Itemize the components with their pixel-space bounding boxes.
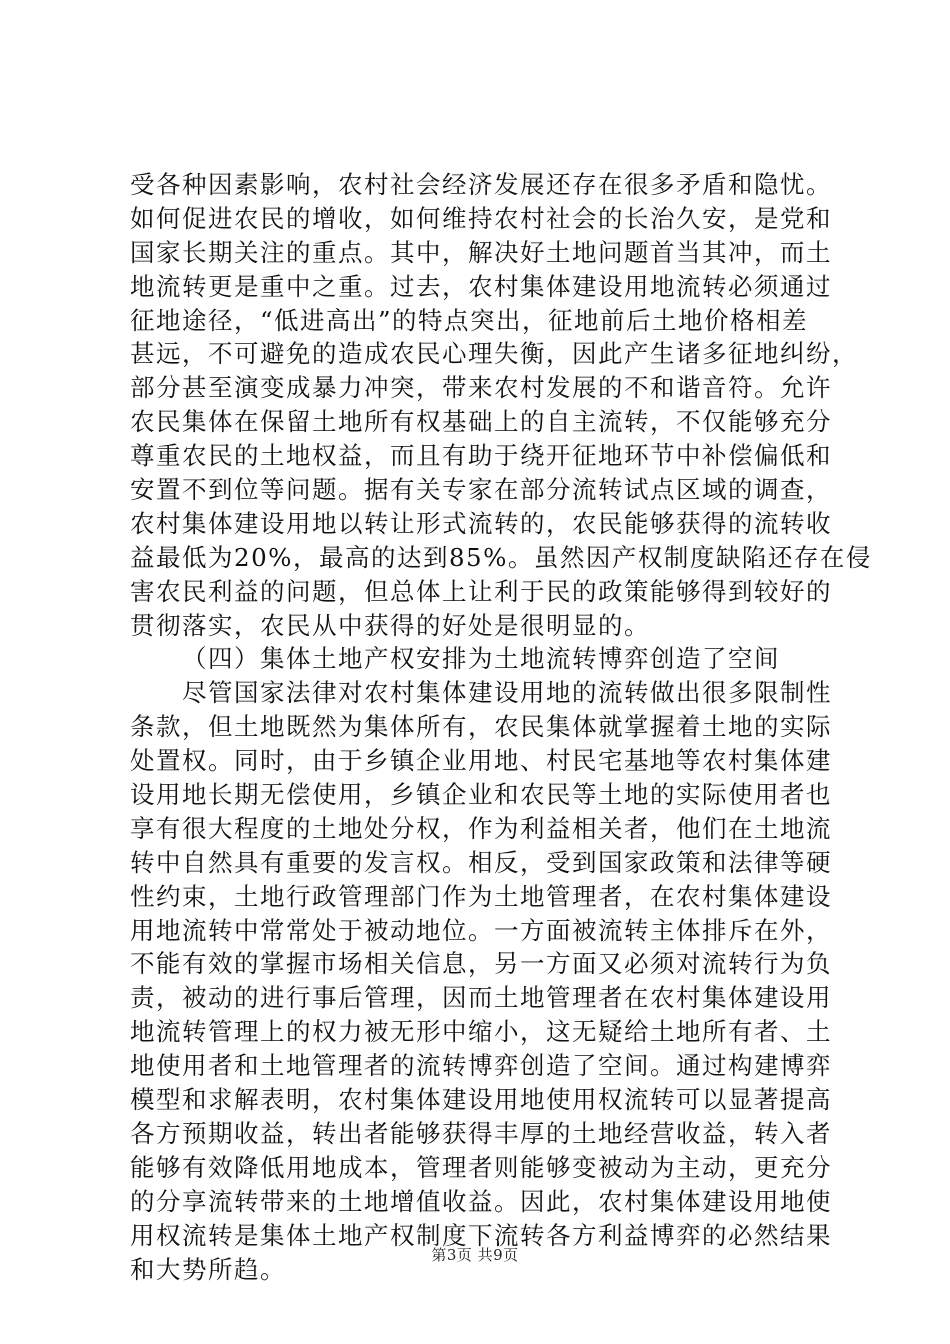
paragraph-line: 设用地长期无偿使用，乡镇企业和农民等土地的实际使用者也 [130, 780, 832, 810]
paragraph-line: 甚远，不可避免的造成农民心理失衡，因此产生诸多征地纠纷， [130, 339, 858, 369]
paragraph-line: 征地途径，“低进高出”的特点突出，征地前后土地价格相差 [130, 305, 809, 335]
paragraph-line: 农民集体在保留土地所有权基础上的自主流转，不仅能够充分 [130, 407, 832, 437]
paragraph-line: 部分甚至演变成暴力冲突，带来农村发展的不和谐音符。允许 [130, 373, 832, 403]
paragraph-line: 能够有效降低用地成本，管理者则能够变被动为主动，更充分 [130, 1152, 832, 1182]
paragraph-line: 条款，但土地既然为集体所有，农民集体就掌握着土地的实际 [130, 712, 832, 742]
paragraph-line: 受各种因素影响，农村社会经济发展还存在很多矛盾和隐忧。 [130, 170, 832, 199]
paragraph-line: 处置权。同时，由于乡镇企业用地、村民宅基地等农村集体建 [130, 746, 832, 776]
paragraph-line: 各方预期收益，转出者能够获得丰厚的土地经营收益，转入者 [130, 1118, 832, 1148]
page-footer [0, 1244, 950, 1265]
paragraph-line: 尽管国家法律对农村集体建设用地的流转做出很多限制性 [182, 678, 832, 708]
document-body [130, 168, 872, 1286]
paragraph-line: 享有很大程度的土地处分权，作为利益相关者，他们在土地流 [130, 813, 832, 843]
paragraph-line: 地流转更是重中之重。过去，农村集体建设用地流转必须通过 [130, 271, 832, 301]
paragraph-line: 不能有效的掌握市场相关信息，另一方面又必须对流转行为负 [130, 949, 832, 979]
paragraph-line: 和大势所趋。 [130, 1254, 286, 1284]
paragraph-line: 安置不到位等问题。据有关专家在部分流转试点区域的调查， [130, 475, 832, 505]
paragraph-line: 地流转管理上的权力被无形中缩小，这无疑给土地所有者、土 [130, 1017, 832, 1047]
paragraph-line: 害农民利益的问题，但总体上让利于民的政策能够得到较好的 [130, 576, 832, 606]
paragraph-line: 尊重农民的土地权益，而且有助于绕开征地环节中补偿偏低和 [130, 441, 832, 471]
paragraph-line: 国家长期关注的重点。其中，解决好土地问题首当其冲，而土 [130, 237, 832, 267]
paragraph-line: 用权流转是集体土地产权制度下流转各方利益博弈的必然结果 [130, 1220, 832, 1250]
paragraph-line: 责，被动的进行事后管理，因而土地管理者在农村集体建设用 [130, 983, 832, 1013]
paragraph-line: 益最低为20%，最高的达到85%。虽然因产权制度缺陷还存在侵 [130, 542, 872, 572]
page-number: 第3页 共9页 [431, 1246, 519, 1264]
paragraph-line: 如何促进农民的增收，如何维持农村社会的长治久安，是党和 [130, 203, 832, 233]
paragraph-line: 性约束，土地行政管理部门作为土地管理者，在农村集体建设 [130, 881, 832, 911]
paragraph-line: 用地流转中常常处于被动地位。一方面被流转主体排斥在外， [130, 915, 832, 945]
paragraph-line: 贯彻落实，农民从中获得的好处是很明显的。 [130, 610, 650, 640]
paragraph-line: 的分享流转带来的土地增值收益。因此，农村集体建设用地使 [130, 1186, 832, 1216]
section-heading: （四）集体土地产权安排为土地流转博弈创造了空间 [182, 644, 780, 674]
paragraph-line: 农村集体建设用地以转让形式流转的，农民能够获得的流转收 [130, 508, 832, 538]
paragraph-line: 转中自然具有重要的发言权。相反，受到国家政策和法律等硬 [130, 847, 832, 877]
paragraph-line: 地使用者和土地管理者的流转博弈创造了空间。通过构建博弈 [130, 1051, 832, 1081]
paragraph-line: 模型和求解表明，农村集体建设用地使用权流转可以显著提高 [130, 1085, 832, 1115]
